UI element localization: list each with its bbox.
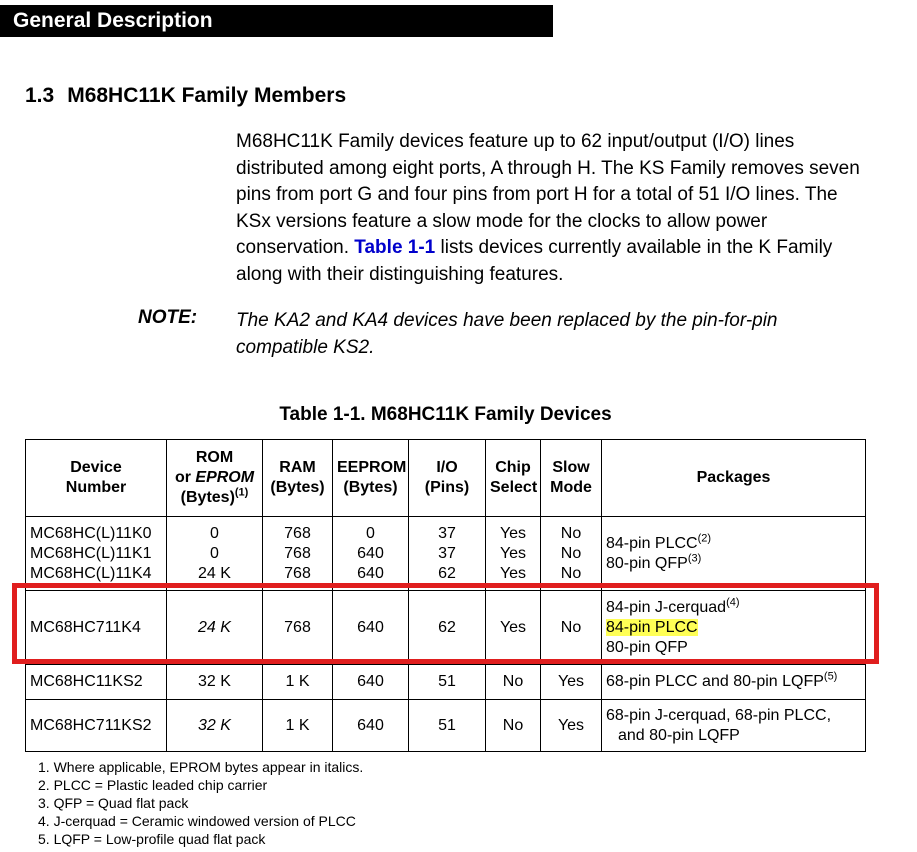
cell-rom: 0 0 24 K bbox=[167, 517, 263, 591]
header-rom: ROM or EPROM (Bytes)$^{(1)}$ bbox=[167, 440, 263, 517]
cell-packages: 84-pin J-cerquad$^{(4)}$ 84-pin PLCC 80-pin QFP bbox=[602, 591, 866, 665]
header-io: I/O (Pins) bbox=[409, 440, 486, 517]
cell-io: 37 37 62 bbox=[409, 517, 486, 591]
cell-packages: 84-pin PLCC$^{(2)}$ 80-pin QFP$^{(3)}$ bbox=[602, 517, 866, 591]
cell-device: MC68HC(L)11K0 MC68HC(L)11K1 MC68HC(L)11K4 bbox=[26, 517, 167, 591]
footnote: 2. PLCC = Plastic leaded chip carrier bbox=[38, 777, 268, 793]
cell-slow-mode: Yes bbox=[541, 665, 602, 700]
cell-ram: 1 K bbox=[263, 665, 333, 700]
table-header-row bbox=[26, 440, 866, 517]
cell-packages: 68-pin J-cerquad, 68-pin PLCC, and 80-pin LQFP bbox=[602, 700, 866, 752]
table-row-highlighted bbox=[26, 591, 866, 665]
cell-chip-select: Yes bbox=[486, 591, 541, 665]
cell-chip-select: No bbox=[486, 700, 541, 752]
cell-rom: 32 K bbox=[167, 665, 263, 700]
cell-eeprom: 640 bbox=[333, 665, 409, 700]
cell-rom: 32 K bbox=[167, 700, 263, 752]
header-packages: Packages bbox=[602, 440, 866, 517]
header-eeprom: EEPROM (Bytes) bbox=[333, 440, 409, 517]
note-text: The KA2 and KA4 devices have been replaced by the pin-for-pin compatible KS2. bbox=[236, 310, 778, 358]
header-chip-select: Chip Select bbox=[486, 440, 541, 517]
cell-io: 51 bbox=[409, 665, 486, 700]
table-row bbox=[26, 517, 866, 591]
cell-chip-select: Yes Yes Yes bbox=[486, 517, 541, 591]
cell-slow-mode: Yes bbox=[541, 700, 602, 752]
cell-device: MC68HC711KS2 bbox=[26, 700, 167, 752]
header-device-number: Device Number bbox=[26, 440, 167, 517]
cell-device: MC68HC11KS2 bbox=[26, 665, 167, 700]
cell-io: 62 bbox=[409, 591, 486, 665]
cell-ram: 768 768 768 bbox=[263, 517, 333, 591]
cell-ram: 768 bbox=[263, 591, 333, 665]
section-heading bbox=[25, 84, 346, 108]
cell-ram: 1 K bbox=[263, 700, 333, 752]
highlighted-text: 84-pin PLCC bbox=[606, 618, 698, 636]
cell-eeprom: 0 640 640 bbox=[333, 517, 409, 591]
family-devices-table bbox=[25, 439, 866, 752]
cell-slow-mode: No bbox=[541, 591, 602, 665]
table-row bbox=[26, 665, 866, 700]
cell-packages: 68-pin PLCC and 80-pin LQFP$^{(5)}$ bbox=[602, 665, 866, 700]
footnote: 3. QFP = Quad flat pack bbox=[38, 795, 189, 811]
footnote: 4. J-cerquad = Ceramic windowed version of PLCC bbox=[38, 813, 356, 829]
header-ram: RAM (Bytes) bbox=[263, 440, 333, 517]
header-title: General Description bbox=[13, 9, 213, 32]
header-slow-mode: Slow Mode bbox=[541, 440, 602, 517]
body-paragraph bbox=[236, 129, 876, 288]
note-label: NOTE: bbox=[138, 307, 198, 328]
cell-eeprom: 640 bbox=[333, 591, 409, 665]
table-row bbox=[26, 700, 866, 752]
footnote: 5. LQFP = Low-profile quad flat pack bbox=[38, 831, 266, 847]
section-number: 1.3 bbox=[25, 84, 55, 107]
cell-slow-mode: No No No bbox=[541, 517, 602, 591]
cell-chip-select: No bbox=[486, 665, 541, 700]
cell-eeprom: 640 bbox=[333, 700, 409, 752]
paragraph-text-1: M68HC11K Family devices feature up to 62 input/output (I/O) lines distributed among eight ports, A through H. The KS Family removes seven pins from port G and four pins from port H for a total of 51 I/O lines. The KSx versions feature a slow mode for the clocks to allow power conservation. bbox=[236, 131, 860, 258]
footnote: 1. Where applicable, EPROM bytes appear in italics. bbox=[38, 759, 364, 775]
section-title: M68HC11K Family Members bbox=[67, 84, 347, 107]
footnotes bbox=[38, 758, 363, 848]
cell-device: MC68HC711K4 bbox=[26, 591, 167, 665]
paragraph-text-2: lists devices currently available in the K Family along with their distinguishing features. bbox=[236, 237, 833, 285]
cell-rom: 24 K bbox=[167, 591, 263, 665]
table-reference-link[interactable]: Table 1-1 bbox=[354, 237, 436, 258]
header-bar bbox=[0, 5, 553, 37]
table-caption: Table 1-1. M68HC11K Family Devices bbox=[279, 404, 612, 425]
cell-io: 51 bbox=[409, 700, 486, 752]
